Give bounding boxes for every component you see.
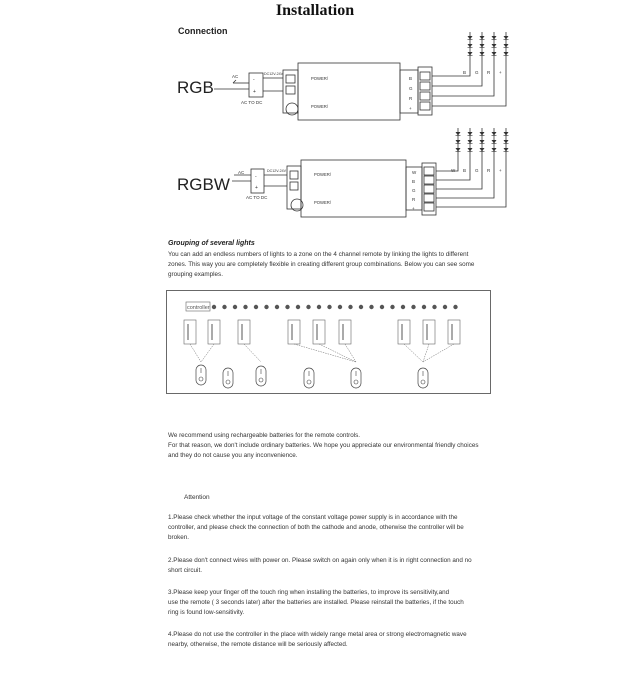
controller-unit xyxy=(313,320,325,344)
attention-line: 4.Please do not use the controller in the place with widely range metal area or strong electromagnetic wave xyxy=(168,631,467,638)
strip-led-dot xyxy=(243,305,247,309)
rgbw-led-b: B xyxy=(463,168,467,173)
attention-item-2 xyxy=(168,556,513,576)
diode-icon xyxy=(492,140,497,144)
strip-led-dot xyxy=(369,305,373,309)
diode-icon xyxy=(504,44,509,48)
connection-heading: Connection xyxy=(178,26,228,36)
rgb-led-b: B xyxy=(463,70,467,75)
strip-led-dot xyxy=(443,305,447,309)
strip-led-dot xyxy=(264,305,268,309)
rgb-led-g: G xyxy=(475,70,479,75)
controller-unit xyxy=(184,320,196,344)
controller-unit xyxy=(423,320,435,344)
attention-line: 2.Please don't connect wires with power on. Please switch on again only when it is in right connection and no xyxy=(168,557,472,564)
rgbw-output-g: G xyxy=(412,188,416,193)
strip-led-dot xyxy=(338,305,342,309)
grouping-title: Grouping of several lights xyxy=(168,240,255,247)
diode-icon xyxy=(480,52,485,56)
strip-led-dot xyxy=(254,305,258,309)
strip-led-dot xyxy=(401,305,405,309)
rgb-ac-to-dc-label: AC TO DC xyxy=(241,100,263,105)
diode-icon xyxy=(504,148,509,152)
controller-unit xyxy=(288,320,300,344)
batteries-line: For that reason, we don't include ordinary batteries. We hope you appreciate our environmental friendly choices xyxy=(168,442,479,449)
diode-icon xyxy=(468,148,473,152)
rgbw-controller-box xyxy=(301,160,406,217)
rgbw-label: RGBW xyxy=(177,175,230,194)
group-units xyxy=(184,320,460,388)
rgb-output-plus: + xyxy=(409,106,412,111)
rgb-output-g: G xyxy=(409,86,413,91)
rgbw-power-bottom-label: POWER/ xyxy=(314,200,331,205)
rgbw-input-terminal xyxy=(287,166,301,209)
diode-icon xyxy=(504,132,509,136)
diode-icon xyxy=(468,36,473,40)
rgb-output-b: B xyxy=(409,76,413,81)
diode-icon xyxy=(468,140,473,144)
attention-item-1 xyxy=(168,513,513,543)
page-title: Installation xyxy=(275,2,355,19)
rgb-power-adapter xyxy=(249,73,263,97)
diode-icon xyxy=(492,52,497,56)
controller-unit xyxy=(238,320,250,344)
strip-led-dot xyxy=(296,305,300,309)
rgb-ac-label: AC xyxy=(232,74,239,79)
rgb-dc-label: DC12V-24V xyxy=(264,72,283,76)
diode-icon xyxy=(480,132,485,136)
strip-controller-label: controller xyxy=(187,305,210,311)
rgbw-dc-label: DC12V-24V xyxy=(267,169,286,173)
grouping-diagram xyxy=(166,290,492,395)
strip-led-dot xyxy=(275,305,279,309)
rgbw-minus-label: - xyxy=(255,174,257,180)
strip-led-dot xyxy=(317,305,321,309)
rgb-power-bottom-label: POWER/ xyxy=(311,104,328,109)
rgbw-led-plus: + xyxy=(499,168,502,173)
strip-led-dot xyxy=(432,305,436,309)
rgb-minus-label: - xyxy=(253,77,255,83)
rgbw-output-b: B xyxy=(412,179,416,184)
rgb-led-r: R xyxy=(487,70,491,75)
diode-icon xyxy=(480,148,485,152)
diode-icon xyxy=(468,44,473,48)
diode-icon xyxy=(492,36,497,40)
diode-icon xyxy=(456,140,461,144)
attention-item-3 xyxy=(168,588,513,618)
diode-icon xyxy=(456,132,461,136)
strip-led-dot xyxy=(212,305,216,309)
strip-led-dot xyxy=(285,305,289,309)
strip-led-dot xyxy=(380,305,384,309)
attention-heading: Attention xyxy=(184,494,210,501)
batteries-line: and they do not cause you any inconvenience. xyxy=(168,452,298,459)
rgbw-ac-to-dc-label: AC TO DC xyxy=(246,195,268,200)
rgb-output-r: R xyxy=(409,96,413,101)
strip-led-dot xyxy=(327,305,331,309)
rgbw-ac-label: AC xyxy=(238,170,245,175)
diode-icon xyxy=(492,44,497,48)
diode-icon xyxy=(480,140,485,144)
led-strip-icon xyxy=(456,36,509,152)
strip-led-dot xyxy=(453,305,457,309)
strip-led-dot xyxy=(422,305,426,309)
diode-icon xyxy=(480,44,485,48)
grouping-paragraph xyxy=(168,250,508,280)
rgbw-led-r: R xyxy=(487,168,491,173)
led-strip xyxy=(212,305,458,309)
attention-line: 1.Please check whether the input voltage of the constant voltage power supply is in accordance with the xyxy=(168,514,458,521)
wiring-diagrams xyxy=(0,0,630,240)
diode-icon xyxy=(492,132,497,136)
diode-icon xyxy=(456,148,461,152)
attention-line: ring is found low-sensitivity. xyxy=(168,609,245,616)
strip-led-dot xyxy=(233,305,237,309)
rgb-input-terminal xyxy=(283,70,298,113)
rgb-controller-box xyxy=(298,63,400,120)
rgb-power-top-label: POWER/ xyxy=(311,76,328,81)
rgbw-led-g: G xyxy=(475,168,479,173)
batteries-line: We recommend using rechargeable batteries for the remote controls. xyxy=(168,432,361,439)
controller-unit xyxy=(208,320,220,344)
attention-item-4 xyxy=(168,630,513,650)
attention-line: nearby, otherwise, the remote distance will be seriously affected. xyxy=(168,641,348,648)
strip-led-dot xyxy=(390,305,394,309)
diode-icon xyxy=(492,148,497,152)
controller-unit xyxy=(339,320,351,344)
rgbw-plus-label: + xyxy=(255,185,258,191)
attention-line: 3.Please keep your finger off the touch ring when installing the batteries, to improve its sensitivity,and xyxy=(168,589,450,596)
diode-icon xyxy=(480,36,485,40)
attention-line: controller, and please check the connection of both the cathode and anode, otherwise the controller will be xyxy=(168,524,464,531)
rgb-plus-label: + xyxy=(253,89,256,95)
grouping-line: grouping examples. xyxy=(168,271,223,278)
controller-unit xyxy=(398,320,410,344)
diode-icon xyxy=(468,52,473,56)
strip-led-dot xyxy=(222,305,226,309)
rgb-led-plus: + xyxy=(499,70,502,75)
strip-led-dot xyxy=(348,305,352,309)
rgbw-power-top-label: POWER/ xyxy=(314,172,331,177)
attention-line: short circuit. xyxy=(168,567,202,574)
attention-line: broken. xyxy=(168,534,190,541)
rgb-label: RGB xyxy=(177,78,214,97)
rgbw-output-plus: + xyxy=(412,206,415,211)
controller-unit xyxy=(448,320,460,344)
rgbw-output-w: W xyxy=(412,170,417,175)
diode-icon xyxy=(468,132,473,136)
strip-led-dot xyxy=(306,305,310,309)
rgbw-led-w: W xyxy=(451,168,456,173)
diode-icon xyxy=(504,140,509,144)
grouping-line: You can add an endless numbers of lights to a zone on the 4 channel remote by linking the lights to different xyxy=(168,251,469,258)
strip-led-dot xyxy=(411,305,415,309)
strip-led-dot xyxy=(359,305,363,309)
attention-line: use the remote ( 3 seconds later) after the batteries are installed. Please reinstall the batteries, if the touch xyxy=(168,599,464,606)
diode-icon xyxy=(504,52,509,56)
grouping-line: zones. This way you are completely flexible in creating different group combinations. Below you can see some xyxy=(168,261,475,268)
batteries-paragraph xyxy=(168,431,528,461)
diode-icon xyxy=(504,36,509,40)
rgbw-output-r: R xyxy=(412,197,416,202)
